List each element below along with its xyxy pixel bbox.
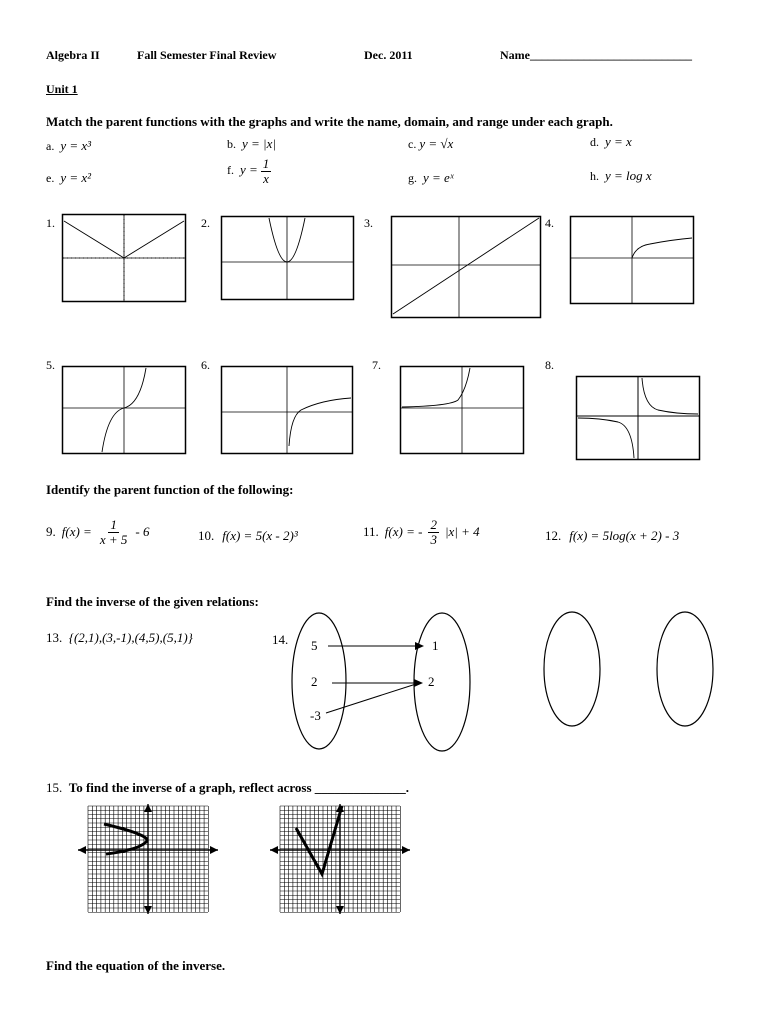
problem-13: 13. {(2,1),(3,-1),(4,5),(5,1)}	[46, 630, 193, 645]
graph-number-6: 6.	[201, 358, 210, 372]
problem-9: 9. f(x) = $\frac{1}{x + 5}$ - 6	[46, 517, 150, 547]
problem-15: 15. To find the inverse of a graph, reflect across ______________.	[46, 780, 410, 795]
option-g: g. y = eˣ	[408, 170, 454, 185]
graph-8-reciprocal	[576, 376, 700, 460]
section3-heading: Find the inverse of the given relations:	[46, 594, 259, 609]
worksheet-title: Fall Semester Final Review	[137, 48, 277, 62]
graph-number-2: 2.	[201, 216, 210, 230]
option-f: f. y = $\frac{1}{x}$	[227, 156, 270, 186]
graph-3-linear	[391, 216, 541, 318]
range-value-2: 2	[428, 674, 435, 689]
problem-12: 12. f(x) = 5log(x + 2) - 3	[545, 528, 680, 543]
option-d: d. y = x	[590, 134, 632, 149]
section5-heading: Find the equation of the inverse.	[46, 958, 226, 973]
graph-5-cubic	[62, 366, 186, 454]
option-a: a. y = x³	[46, 138, 92, 153]
worksheet-date: Dec. 2011	[364, 48, 413, 62]
grid-graph-2	[270, 804, 410, 914]
graph-4-square-root	[570, 216, 694, 304]
domain-value-3: -3	[310, 708, 321, 723]
problem-10: 10. f(x) = 5(x - 2)³	[198, 528, 298, 543]
problem-11: 11. f(x) = - $\frac{2}{3}$ |x| + 4	[363, 517, 480, 547]
graph-number-5: 5.	[46, 358, 55, 372]
graph-7-exponential	[400, 366, 524, 454]
range-value-1: 1	[432, 638, 439, 653]
grid-graph-1	[78, 804, 218, 914]
graph-1-abs-value	[62, 214, 186, 302]
graph-number-1: 1.	[46, 216, 55, 230]
unit-label: Unit 1	[46, 82, 78, 96]
course-name: Algebra II	[46, 48, 100, 62]
domain-value-1: 5	[311, 638, 318, 653]
option-b: b. y = |x|	[227, 136, 276, 151]
graph-2-quadratic	[221, 216, 354, 300]
name-field[interactable]: Name___________________________	[500, 48, 692, 62]
graph-number-8: 8.	[545, 358, 554, 372]
option-c: c. y = √x	[408, 136, 454, 151]
domain-value-2: 2	[311, 674, 318, 689]
section2-heading: Identify the parent function of the following:	[46, 482, 294, 497]
section1-instruction: Match the parent functions with the graphs and write the name, domain, and range under each graph.	[46, 114, 613, 129]
option-h: h. y = log x	[590, 168, 652, 183]
mapping-diagram	[290, 608, 770, 756]
graph-number-7: 7.	[372, 358, 381, 372]
option-e: e. y = x²	[46, 170, 92, 185]
graph-number-4: 4.	[545, 216, 554, 230]
graph-number-3: 3.	[364, 216, 373, 230]
problem-14-number: 14.	[272, 632, 289, 647]
graph-6-logarithmic	[221, 366, 353, 454]
